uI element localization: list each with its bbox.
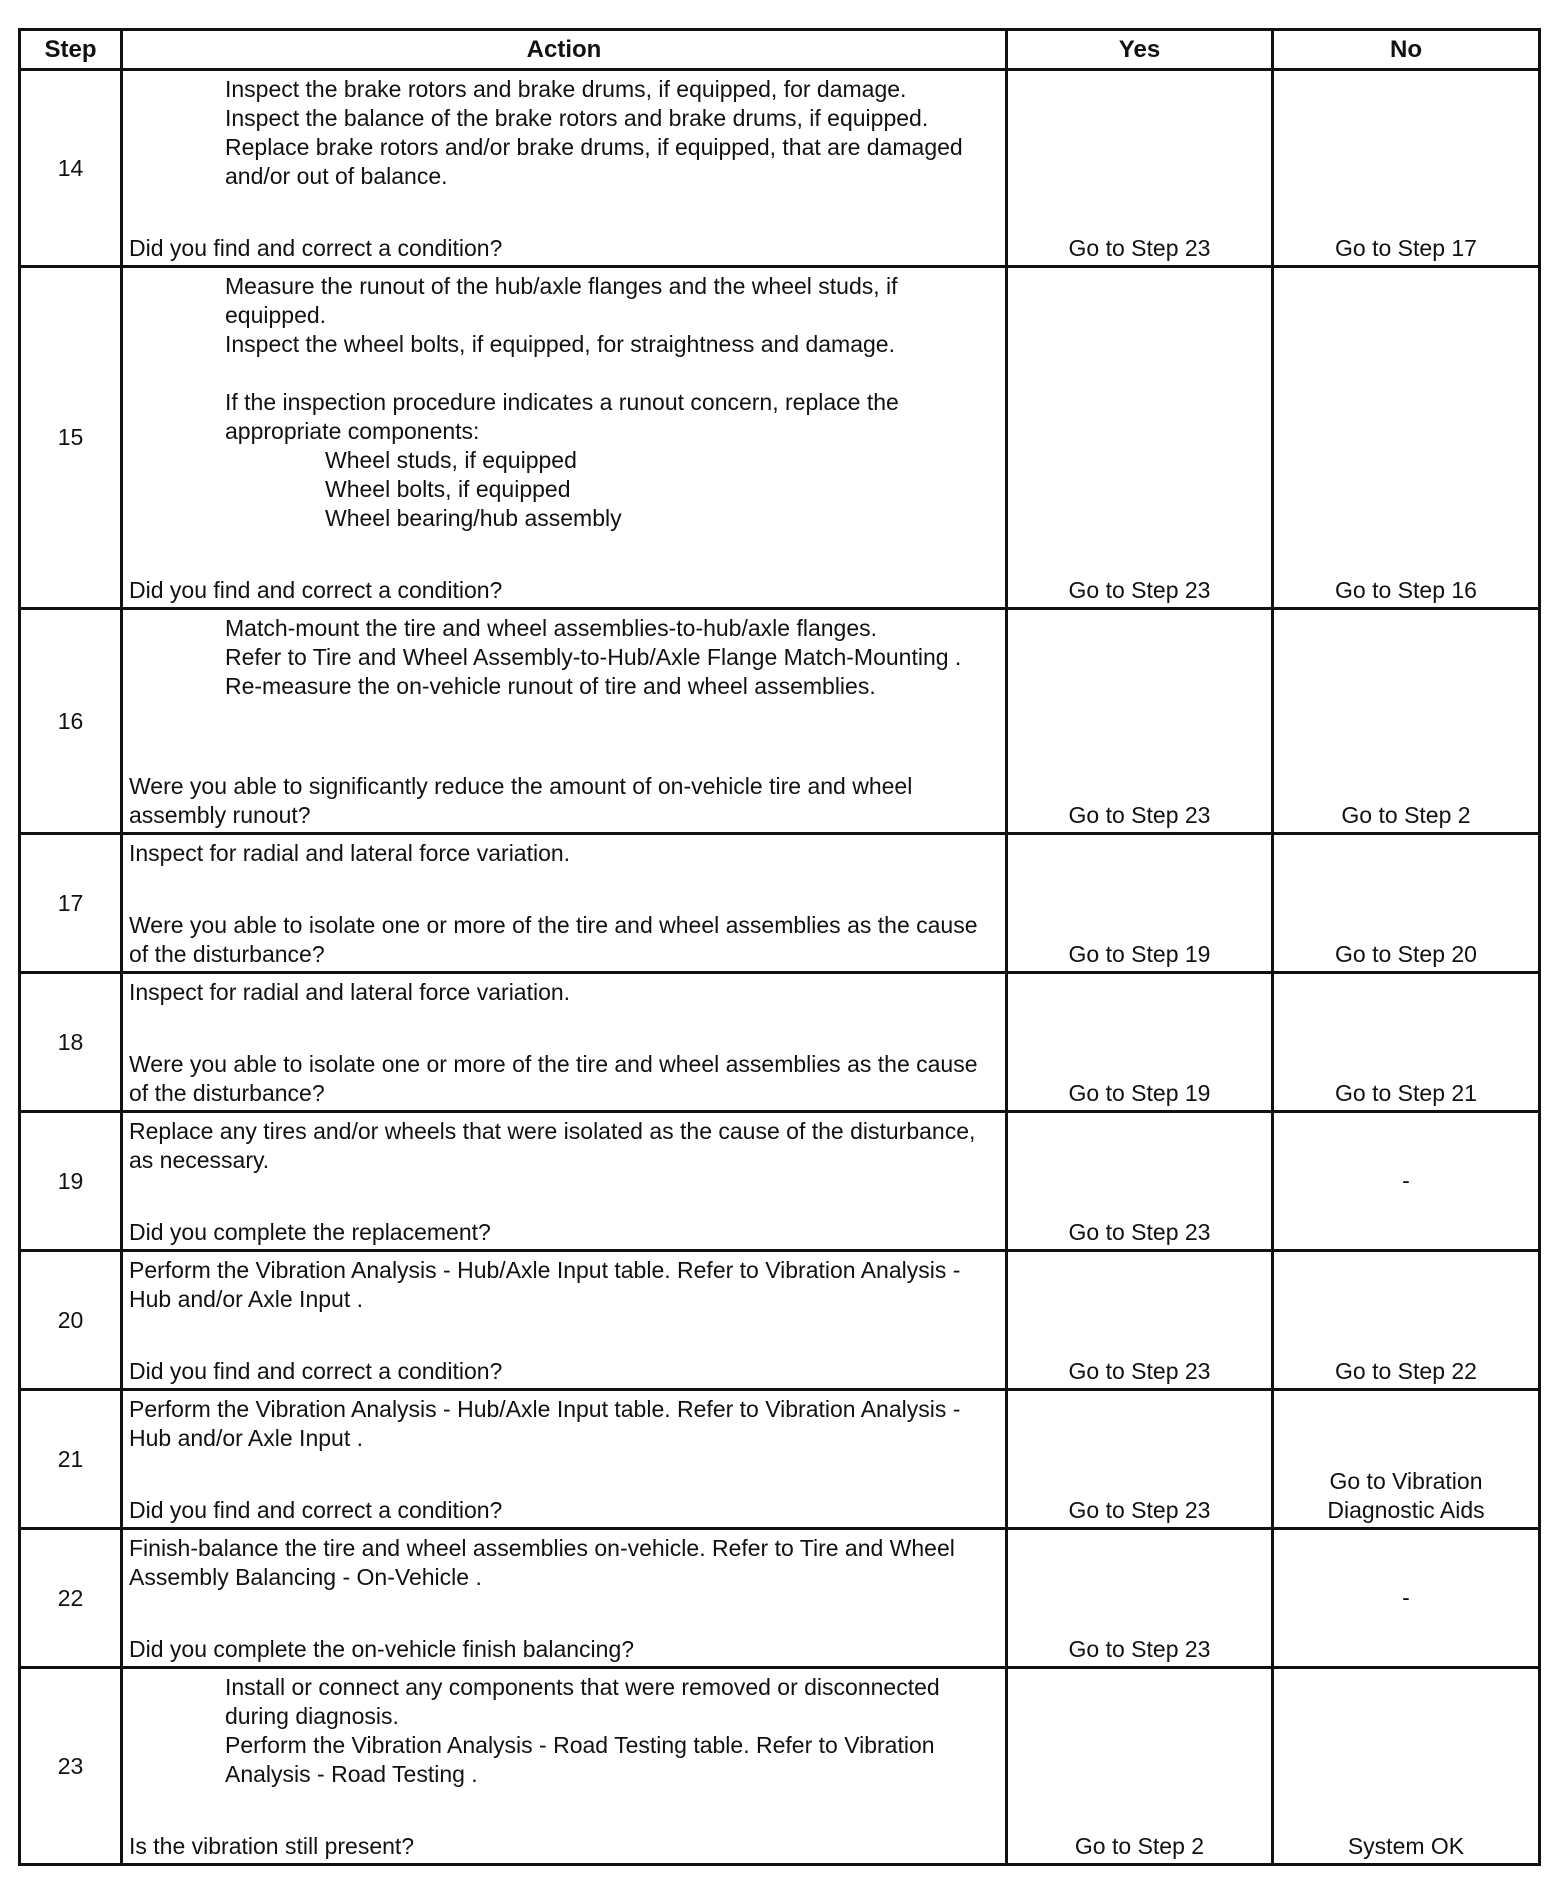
step-number: 21 xyxy=(20,1390,122,1529)
no-result: - xyxy=(1402,1584,1410,1611)
action-question: Did you complete the replacement? xyxy=(129,1219,491,1245)
action-item: Refer to Tire and Wheel Assembly-to-Hub/Axle Flange Match-Mounting . xyxy=(225,644,962,670)
action-text: Perform the Vibration Analysis - Hub/Axle Input table. Refer to Vibration Analysis - Hub and/or Axle Input . xyxy=(129,1396,961,1451)
yes-result: Go to Step 23 xyxy=(1068,235,1211,261)
no-result-line: Diagnostic Aids xyxy=(1327,1497,1485,1523)
yes-cell xyxy=(1007,973,1273,1112)
action-items xyxy=(123,268,1005,533)
table-row xyxy=(20,834,1540,973)
header-yes: Yes xyxy=(1007,30,1273,70)
yes-result: Go to Step 2 xyxy=(1074,1833,1205,1859)
action-item: Inspect the balance of the brake rotors and brake drums, if equipped. xyxy=(225,105,929,131)
action-cell xyxy=(122,1390,1007,1529)
no-result: System OK xyxy=(1347,1833,1465,1859)
step-number: 14 xyxy=(20,70,122,267)
no-result: Go to Step 21 xyxy=(1335,1080,1477,1106)
action-item: Install or connect any components that were removed or disconnected during diagnosis. xyxy=(225,1674,940,1729)
action-cell xyxy=(122,1668,1007,1865)
no-cell xyxy=(1273,1668,1540,1865)
yes-cell xyxy=(1007,1529,1273,1668)
action-question: Were you able to significantly reduce the amount of on-vehicle tire and wheel assembly runout? xyxy=(129,773,913,828)
yes-cell xyxy=(1007,1251,1273,1390)
action-subitem: Wheel bolts, if equipped xyxy=(325,476,571,502)
action-item: Re-measure the on-vehicle runout of tire and wheel assemblies. xyxy=(225,673,876,699)
action-items xyxy=(123,610,1005,701)
action-question: Did you complete the on-vehicle finish balancing? xyxy=(129,1636,635,1662)
no-cell xyxy=(1273,70,1540,267)
table-row xyxy=(20,609,1540,834)
table-row xyxy=(20,1112,1540,1251)
no-result: Go to Step 20 xyxy=(1335,941,1477,967)
action-items xyxy=(123,1669,1005,1789)
no-result xyxy=(1274,1467,1538,1525)
header-step: Step xyxy=(20,30,122,70)
action-cell xyxy=(122,70,1007,267)
step-number: 19 xyxy=(20,1112,122,1251)
table-row xyxy=(20,1529,1540,1668)
no-cell xyxy=(1273,973,1540,1112)
action-item: Match-mount the tire and wheel assemblies-to-hub/axle flanges. xyxy=(225,615,878,641)
spacer xyxy=(225,359,999,388)
diagnostic-table xyxy=(18,28,1541,1866)
table-row xyxy=(20,1390,1540,1529)
table-row xyxy=(20,267,1540,609)
action-cell xyxy=(122,1529,1007,1668)
yes-result: Go to Step 23 xyxy=(1068,1219,1211,1245)
yes-cell xyxy=(1007,1390,1273,1529)
action-question: Were you able to isolate one or more of the tire and wheel assemblies as the cause of the disturbance? xyxy=(129,1051,978,1106)
yes-result: Go to Step 19 xyxy=(1068,941,1211,967)
action-text: Inspect for radial and lateral force variation. xyxy=(129,979,571,1005)
no-cell xyxy=(1273,1112,1540,1251)
header-row xyxy=(20,30,1540,70)
action-cell xyxy=(122,1251,1007,1390)
step-number: 23 xyxy=(20,1668,122,1865)
no-cell xyxy=(1273,1529,1540,1668)
table-row xyxy=(20,70,1540,267)
action-subitem: Wheel bearing/hub assembly xyxy=(325,505,622,531)
no-result: Go to Step 17 xyxy=(1335,235,1477,261)
table-row xyxy=(20,1251,1540,1390)
no-cell xyxy=(1273,267,1540,609)
action-cell xyxy=(122,267,1007,609)
yes-result: Go to Step 23 xyxy=(1068,1497,1211,1523)
action-subitem: Wheel studs, if equipped xyxy=(325,447,577,473)
action-item: Replace brake rotors and/or brake drums, if equipped, that are damaged and/or out of balance. xyxy=(225,134,963,189)
action-question: Is the vibration still present? xyxy=(129,1833,415,1859)
yes-result: Go to Step 23 xyxy=(1068,577,1211,603)
no-cell xyxy=(1273,1390,1540,1529)
action-item: Measure the runout of the hub/axle flanges and the wheel studs, if equipped. xyxy=(225,273,898,328)
action-question: Were you able to isolate one or more of the tire and wheel assemblies as the cause of the disturbance? xyxy=(129,912,978,967)
action-text: Perform the Vibration Analysis - Hub/Axle Input table. Refer to Vibration Analysis - Hub and/or Axle Input . xyxy=(129,1257,961,1312)
action-items xyxy=(123,71,1005,191)
step-number: 18 xyxy=(20,973,122,1112)
table-row xyxy=(20,973,1540,1112)
action-cell xyxy=(122,973,1007,1112)
no-result: Go to Step 22 xyxy=(1335,1358,1477,1384)
step-number: 22 xyxy=(20,1529,122,1668)
action-text: Inspect for radial and lateral force variation. xyxy=(129,840,571,866)
yes-cell xyxy=(1007,609,1273,834)
header-no: No xyxy=(1273,30,1540,70)
yes-result: Go to Step 23 xyxy=(1068,1636,1211,1662)
action-question: Did you find and correct a condition? xyxy=(129,1358,503,1384)
no-result: Go to Step 16 xyxy=(1335,577,1477,603)
action-cell xyxy=(122,1112,1007,1251)
action-question: Did you find and correct a condition? xyxy=(129,577,503,603)
step-number: 17 xyxy=(20,834,122,973)
action-note: If the inspection procedure indicates a runout concern, replace the appropriate components: xyxy=(225,389,899,444)
yes-result: Go to Step 23 xyxy=(1068,1358,1211,1384)
yes-result: Go to Step 23 xyxy=(1068,802,1211,828)
action-cell xyxy=(122,609,1007,834)
no-cell xyxy=(1273,609,1540,834)
yes-cell xyxy=(1007,834,1273,973)
action-cell xyxy=(122,834,1007,973)
action-question: Did you find and correct a condition? xyxy=(129,1497,503,1523)
yes-cell xyxy=(1007,267,1273,609)
no-cell xyxy=(1273,1251,1540,1390)
action-question: Did you find and correct a condition? xyxy=(129,235,503,261)
no-result-line: Go to Vibration xyxy=(1329,1468,1483,1494)
action-text: Finish-balance the tire and wheel assemblies on-vehicle. Refer to Tire and Wheel Assembly Balancing - On-Vehicle . xyxy=(129,1535,955,1590)
no-result: - xyxy=(1402,1167,1410,1194)
action-item: Inspect the wheel bolts, if equipped, for straightness and damage. xyxy=(225,331,895,357)
yes-cell xyxy=(1007,1668,1273,1865)
header-action: Action xyxy=(122,30,1007,70)
step-number: 16 xyxy=(20,609,122,834)
no-cell xyxy=(1273,834,1540,973)
no-result: Go to Step 2 xyxy=(1341,802,1471,828)
action-text: Replace any tires and/or wheels that were isolated as the cause of the disturbance, as necessary. xyxy=(129,1118,976,1173)
yes-cell xyxy=(1007,1112,1273,1251)
action-item: Perform the Vibration Analysis - Road Testing table. Refer to Vibration Analysis - Road Testing . xyxy=(225,1732,935,1787)
step-number: 15 xyxy=(20,267,122,609)
table-row xyxy=(20,1668,1540,1865)
yes-cell xyxy=(1007,70,1273,267)
diagnostic-table-page xyxy=(18,28,1538,1866)
step-number: 20 xyxy=(20,1251,122,1390)
action-item: Inspect the brake rotors and brake drums, if equipped, for damage. xyxy=(225,76,907,102)
yes-result: Go to Step 19 xyxy=(1068,1080,1211,1106)
